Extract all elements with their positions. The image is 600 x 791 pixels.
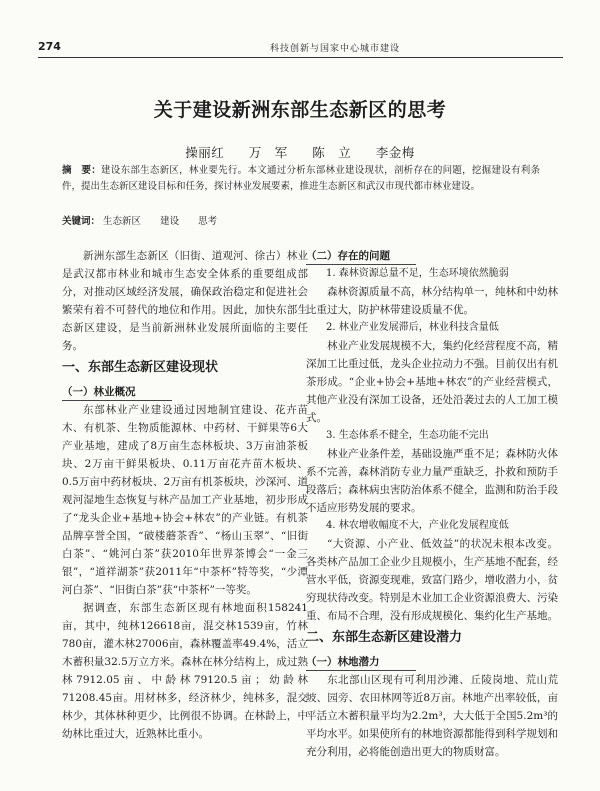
page-header <box>38 40 563 58</box>
abstract-label: 摘 要： <box>62 165 102 176</box>
keyword: 建设 <box>160 216 180 227</box>
subsection-heading <box>306 653 558 671</box>
intro-paragraph: 新洲东部生态新区（旧街、道观河、徐古）林业是武汉都市林业和城市生态安全体系的重要组成部分，对推动区域经济发展，确保政治稳定和促进社会繁荣有着不可替代的地位和作用。因此，加快东部生态新区建设，是当前新洲林业发展所面临的主要任务。 <box>62 250 308 352</box>
author-name: 操丽红 <box>185 145 225 160</box>
abstract-text: 建设东部生态新区，林业要先行。本文通过分析东部林业建设现状，剖析存在的问题，挖掘建设有利条件，提出生态新区建设目标和任务，探讨林业发展要素，推进生态新区和武汉市现代都市林业建设。 <box>62 165 540 192</box>
body-paragraph: 据调查，东部生态新区现有林地面积158241亩，其中，纯林126618亩，混交林1539亩，竹林780亩，灌木林27006亩，森林覆盖率49.4%，活立木蓄积量32.5万立方米。森林在林分结构上，成过熟林7912.05亩、中龄林79120.5亩；幼龄林71208.45亩。用材林多，经济林少，纯林多，混交林少，其体林种更少，比例很不协调。在林龄上，中幼林比重过大，近熟林比重小。 <box>62 602 308 740</box>
body-paragraph: 林业产业条件差，基础设施严重不足；森林防火体系不完善，森林消防专业力量严重缺乏，扑救和预防手段落后；森林病虫害防治体系不健全，监测和防治手段不适应形势发展的要求。 <box>306 448 558 514</box>
subsection-title: （一）林地潜力 <box>306 656 380 668</box>
section-heading: 二、东部生态新区建设潜力 <box>306 630 463 645</box>
keywords <box>62 213 540 227</box>
subsection-title: （二）存在的问题 <box>306 250 390 262</box>
keywords-label: 关键词： <box>62 216 101 227</box>
item-heading: 4. 林农增收幅度不大，产业化发展程度低 <box>326 520 509 531</box>
body-paragraph: 东部林业产业建设通过因地制宜建设、花卉苗木、有机茶、生物质能源林、中药材、干鲜果等6大产业基地，建成了8万亩生态林板块、3万亩油茶板块、2万亩干鲜果板块、0.11万亩花卉苗木板块、0.5万亩中药材板块、2万亩有机茶板块，沙深河、道观河湿地生态恢复与林产品加工产业基地，初步形成了“龙头企业+基地+协会+林农”的产业链。有机茶品牌享誉全国，“破楼蘑茶香”、“杨山玉翠”、“旧街白茶”、“姚河白茶”获2010年世界茶博会“一金三银”，“道祥湖茶”获2011年“中茶杯”特等奖，“少潭河白茶”、“旧街白茶”获“中茶杯”一等奖。 <box>62 404 308 596</box>
header-rule <box>38 57 563 58</box>
keyword: 生态新区 <box>103 216 142 227</box>
page-number: 274 <box>38 40 61 53</box>
section-heading: 一、东部生态新区建设现状 <box>62 360 219 375</box>
left-column <box>62 247 308 743</box>
subsection-heading <box>62 383 308 401</box>
body-paragraph: 林业产业发展规模不大，集约化经营程度不高，精深加工比重过低，龙头企业拉动力不强。目前仅出有机茶形成。“企业+协会+基地+林农”的产业经营模式，其他产业没有深加工设备，还处沿袭过去的人工加工模式。 <box>306 340 558 424</box>
author-name: 万 军 <box>248 145 288 160</box>
body-paragraph: 东北部山区现有可利用沙滩、丘陵岗地、荒山荒坡、园旁、农田林网等近8万亩。林地产出率较低，亩平活立木蓄积量平均为2.2m³，大大低于全国5.2m³的平均水平。如果使所有的林地资源都能得到科学规划和充分利用，必将能创造出更大的物质财富。 <box>306 674 558 758</box>
body-paragraph: “大资源、小产业、低效益”的状况未根本改变。各类林产品加工企业少且规模小，生产基地不配套，经营水平低，资源变现难，致富门路少，增收潜力小，贫穷现状待改变。特别是木业加工企业资源浪费大、污染重、布局不合理，没有形成规模化、集约化生产基地。 <box>306 538 558 622</box>
item-heading: 1. 森林资源总量不足，生态环境依然脆弱 <box>326 268 509 279</box>
abstract <box>62 163 540 194</box>
right-column <box>306 247 558 761</box>
author-name: 李金梅 <box>375 145 415 160</box>
body-paragraph: 森林资源质量不高，林分结构单一，纯林和中幼林比重过大，防护林带建设质量不优。 <box>306 286 558 316</box>
subsection-title: （一）林业概况 <box>62 386 136 398</box>
author-name: 陈 立 <box>312 145 352 160</box>
paper-title: 关于建设新洲东部生态新区的思考 <box>153 99 447 121</box>
author-list <box>0 143 600 161</box>
item-heading: 2. 林业产业发展滞后，林业科技含量低 <box>326 322 499 333</box>
keyword: 思考 <box>198 216 218 227</box>
running-head: 科技创新与国家中心城市建设 <box>270 44 401 54</box>
subsection-heading <box>306 247 558 265</box>
item-heading: 3. 生态体系不健全，生态功能不完出 <box>326 430 489 441</box>
